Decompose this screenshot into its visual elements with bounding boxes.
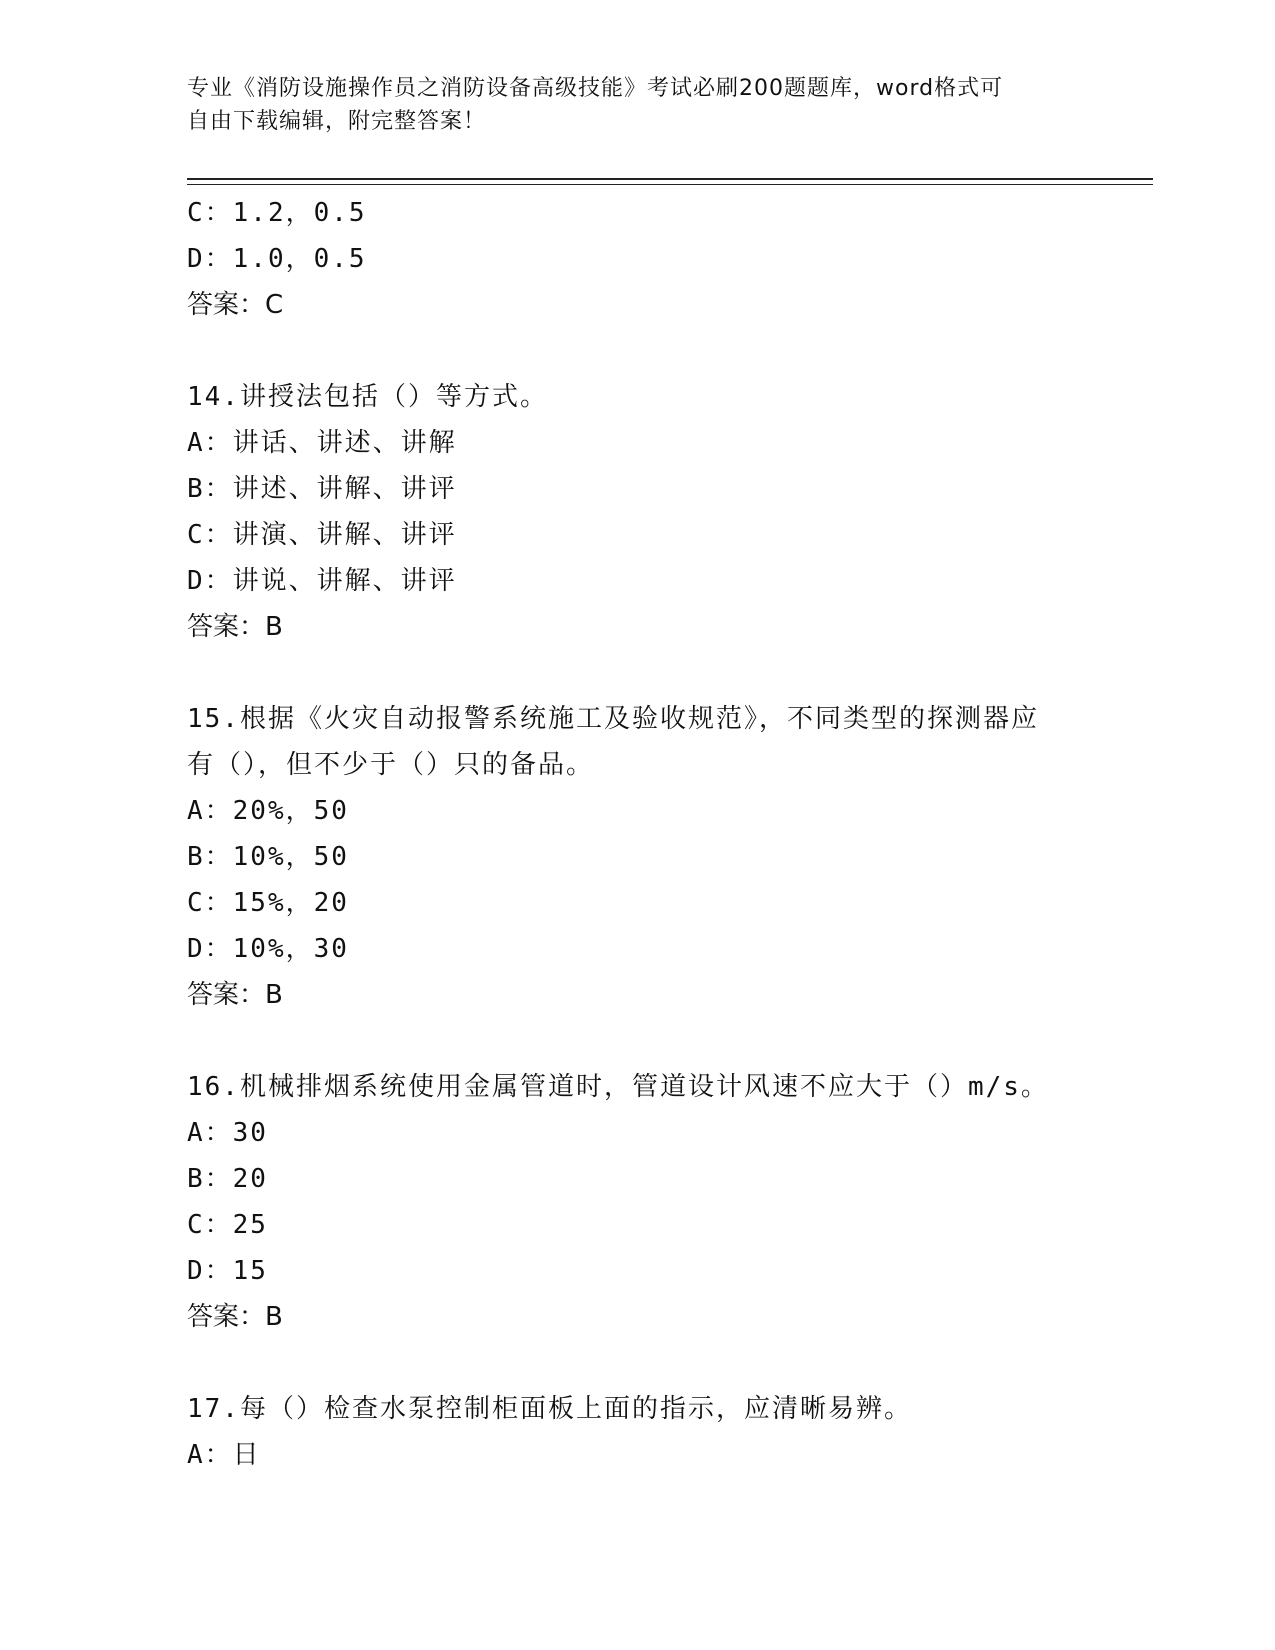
question-15-answer: 答案：B	[187, 980, 283, 1010]
question-16-text: 16.机械排烟系统使用金属管道时，管道设计风速不应大于（）m/s。	[187, 1072, 1049, 1102]
question-15-option-a: A：20%，50	[187, 796, 349, 826]
question-13-option-c: C：1.2，0.5	[187, 198, 367, 228]
spacer	[187, 1018, 1087, 1064]
spacer	[187, 328, 1087, 374]
spacer	[187, 650, 1087, 696]
question-15-option-c: C：15%，20	[187, 888, 349, 918]
document-header	[187, 72, 1067, 138]
question-16-option-b: B：20	[187, 1164, 268, 1194]
header-line-2: 自由下载编辑，附完整答案！	[187, 109, 487, 134]
question-16-option-d: D：15	[187, 1256, 268, 1286]
question-14-text: 14.讲授法包括（）等方式。	[187, 382, 548, 412]
question-17-option-a: A：日	[187, 1440, 261, 1470]
document-body	[187, 190, 1087, 1478]
question-14-option-a: A：讲话、讲述、讲解	[187, 428, 457, 458]
question-14-block	[187, 374, 1087, 650]
question-15-option-b: B：10%，50	[187, 842, 349, 872]
spacer	[187, 1340, 1087, 1386]
header-divider-thick	[187, 178, 1153, 180]
question-17-text: 17.每（）检查水泵控制柜面板上面的指示，应清晰易辨。	[187, 1394, 912, 1424]
question-13-answer: 答案：C	[187, 290, 284, 320]
question-17-block	[187, 1386, 1087, 1478]
question-16-answer: 答案：B	[187, 1302, 283, 1332]
header-divider-thin	[187, 184, 1153, 185]
question-16-option-c: C：25	[187, 1210, 268, 1240]
question-16-block	[187, 1064, 1087, 1340]
question-14-option-b: B：讲述、讲解、讲评	[187, 474, 457, 504]
question-15-text-line-1: 15.根据《火灾自动报警系统施工及验收规范》，不同类型的探测器应	[187, 704, 1039, 734]
question-15-block	[187, 696, 1087, 1018]
question-15-text-line-2: 有（），但不少于（）只的备品。	[187, 750, 595, 780]
question-16-option-a: A：30	[187, 1118, 268, 1148]
question-14-answer: 答案：B	[187, 612, 283, 642]
question-14-option-c: C：讲演、讲解、讲评	[187, 520, 457, 550]
header-line-1: 专业《消防设施操作员之消防设备高级技能》考试必刷200题题库，word格式可	[187, 76, 1004, 101]
question-14-option-d: D：讲说、讲解、讲评	[187, 566, 457, 596]
question-13-option-d: D：1.0，0.5	[187, 244, 367, 274]
question-13-block	[187, 190, 1087, 328]
question-15-option-d: D：10%，30	[187, 934, 349, 964]
